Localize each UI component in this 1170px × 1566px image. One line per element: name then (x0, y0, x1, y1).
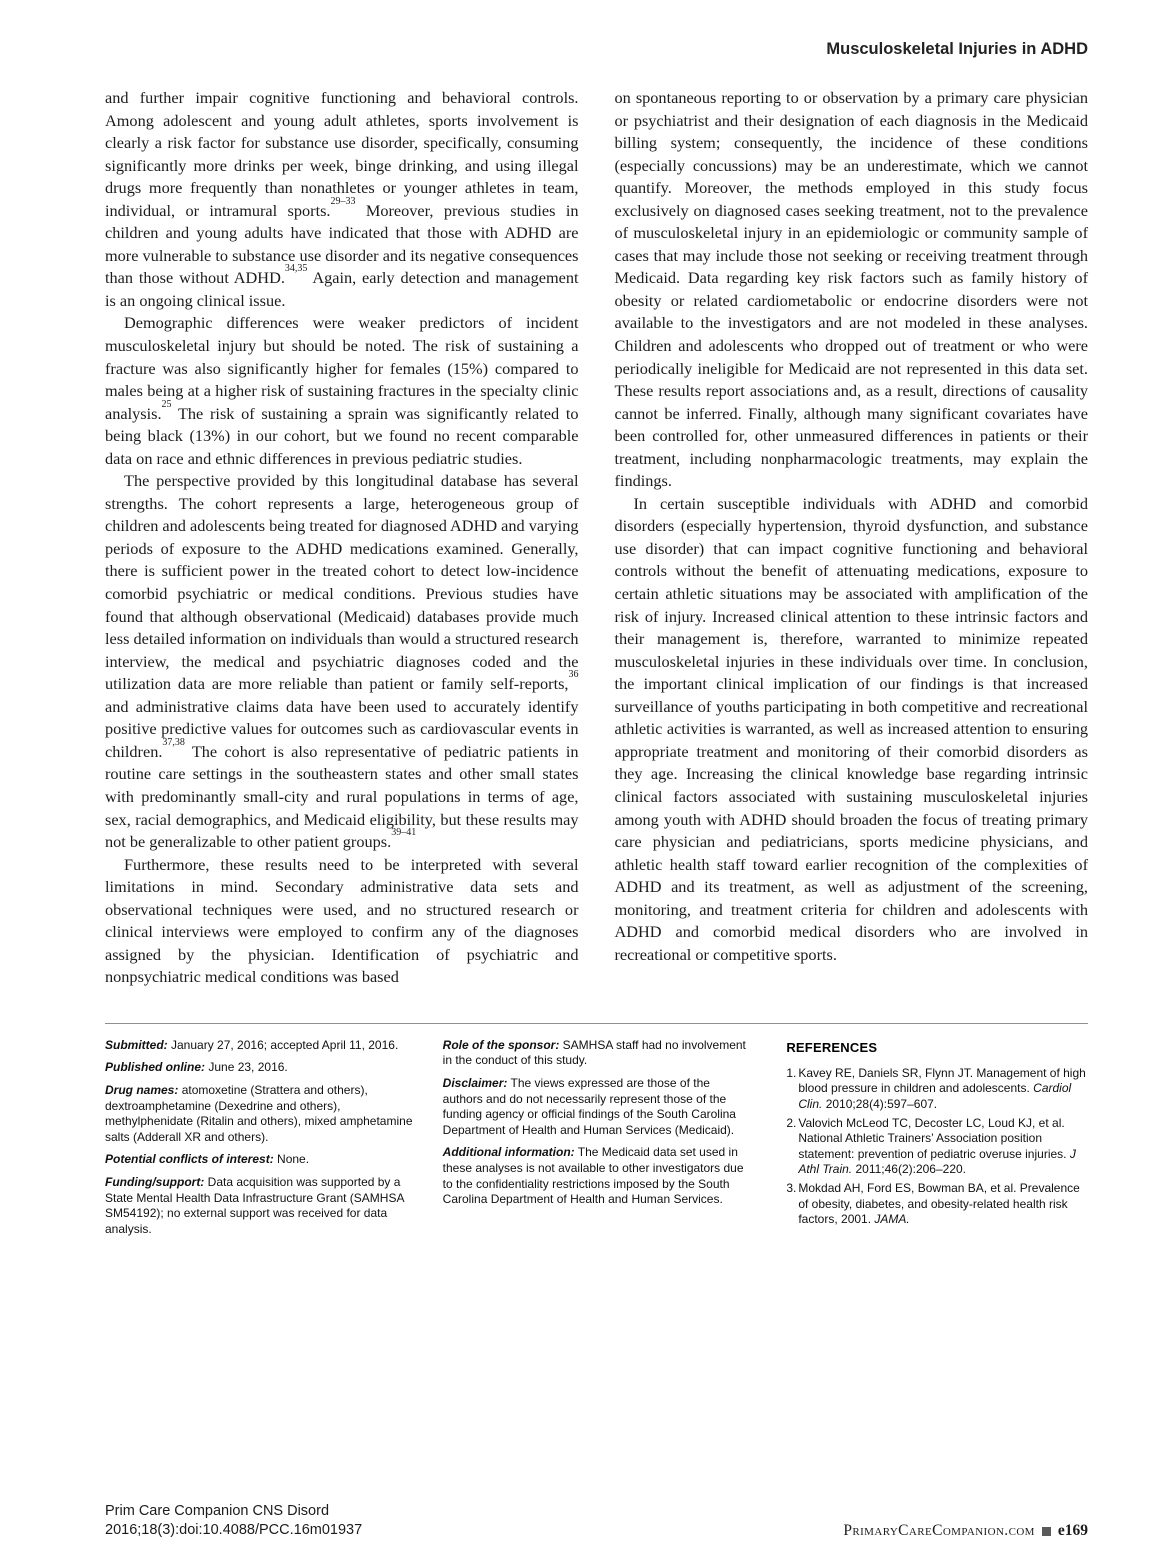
journal-name: Prim Care Companion CNS Disord (105, 1502, 330, 1519)
reference-item (780, 1066, 1088, 1113)
reference-text: Valovich McLeod TC, Decoster LC, Loud KJ, et al. National Athletic Trainers’ Association position statement: prevention of pediatric overuse injuries. J Athl Train. 2011;46(2):206–220. (798, 1115, 1076, 1177)
paragraph: on spontaneous reporting to or observation by a primary care physician or psychiatrist and their designation of each diagnosis in the Medicaid billing system; consequently, the incidence of these conditions (especially concussions) may be an underestimate, which we cannot quantify. Moreover, the methods employed in this study focus exclusively on diagnosed cases seeking treatment, not to the prevalence of musculoskeletal injury in an epidemiologic or community sample of cases that may include those not seeking or receiving treatment through Medicaid. Data regarding key risk factors such as family history of obesity or related cardiometabolic or endocrine disorders were not available to the investigators and are not modeled in these analyses. Children and adolescents who dropped out of treatment or who were periodically ineligible for Medicaid are not represented in this data set. These results report associations and, as a result, directions of causality cannot be inferred. Finally, although many significant covariates have been controlled for, other unmeasured differences in patients or their treatment, including nonpharmacologic treatments, may explain the findings. (614, 88, 1088, 491)
reference-item (780, 1181, 1088, 1228)
filled-square-icon (1042, 1527, 1051, 1536)
reference-number: 2. (786, 1115, 797, 1130)
page-footer (105, 1502, 1088, 1540)
footer-notes (105, 1038, 1088, 1245)
footnote-disclaimer: Disclaimer: The views expressed are those of the authors and do not necessarily represent those of the funding agency or official findings of the South Carolina Department of Health and Human Services (Medicaid). (442, 1076, 736, 1137)
body-columns (105, 87, 1088, 989)
footnote-funding: Funding/support: Data acquisition was supported by a State Mental Health Data Infrastructure Grant (SAMHSA SM54192); no external support was received for data analysis. (105, 1175, 404, 1236)
reference-item (780, 1116, 1088, 1178)
footnotes-divider (105, 1023, 1088, 1024)
reference-text: Kavey RE, Daniels SR, Flynn JT. Management of high blood pressure in children and adolescents. Cardiol Clin. 2010;28(4):597–607. (798, 1065, 1086, 1111)
footnote-submitted: Submitted: January 27, 2016; accepted April 11, 2016. (105, 1037, 399, 1052)
footnotes-column-1 (105, 1038, 413, 1245)
running-head: Musculoskeletal Injuries in ADHD (826, 40, 1088, 58)
journal-doi: 2016;18(3):doi:10.4088/PCC.16m01937 (105, 1521, 363, 1538)
paragraph: Demographic differences were weaker predictors of incident musculoskeletal injury but should be noted. The risk of sustaining a fracture was also significantly higher for females (15%) compared to males being at a higher risk of sustaining fractures in the specialty clinic analysis.$^{25}$ The risk of sustaining a sprain was significantly related to being black (13%) in our cohort, but we found no recent comparable data on race and ethnic differences in previous pediatric studies. (105, 313, 579, 468)
paragraph: In certain susceptible individuals with ADHD and comorbid disorders (especially hypertension, thyroid dysfunction, and substance use disorder) that can impact cognitive functioning and behavioral controls without the benefit of attenuating medications, exposure to certain athletic situations may be associated with amplification of the risk of injury. Increased clinical attention to these intrinsic factors and their management is, therefore, warranted to minimize repeated musculoskeletal injuries in these individuals over time. In conclusion, the important clinical implication of our findings is that increased surveillance of youths participating in both competitive and recreational athletic activities is warranted, as well as increased attention to ensuring appropriate treatment and monitoring of their comorbid disorders as they age. Increasing the clinical knowledge base regarding intrinsic clinical factors associated with sustaining musculoskeletal injuries among youth with ADHD should broaden the focus of treating primary care physician and pediatricians, sports medicine physicians, and athletic health staff toward earlier recognition of the complexities of ADHD and its treatment, as well as adjustment of the screening, monitoring, and treatment criteria for children and adolescents with ADHD and comorbid medical disorders who are involved in recreational or competitive sports. (614, 493, 1088, 964)
references-title: REFERENCES (786, 1039, 878, 1055)
footnote-conflicts: Potential conflicts of interest: None. (105, 1152, 310, 1167)
journal-site-block (843, 1522, 1088, 1540)
paragraph: The perspective provided by this longitudinal database has several strengths. The cohort represents a large, heterogeneous group of children and adolescents being treated for diagnosed ADHD and varying periods of exposure to the ADHD medications examined. Generally, there is sufficient power in the treated cohort to detect low-incidence comorbid psychiatric or medical conditions. Previous studies have found that although observational (Medicaid) databases provide much less detailed information on individuals than would a structured research interview, the medical and psychiatric diagnoses coded and the utilization data are more reliable than patient or family self-reports,$^{36}$ and administrative claims data have been used to accurately identify positive predictive values for outcomes such as cardiovascular events in children.$^{37,38}$ The cohort is also representative of pediatric patients in routine care settings in the southeastern states and other small states with predominantly small-city and rural populations in terms of age, sex, racial demographics, and Medicaid eligibility, but these results may not be generalizable to other patient groups.$^{39-41}$ (105, 471, 579, 852)
reference-number: 1. (786, 1065, 797, 1080)
right-column (615, 87, 1089, 989)
paragraph: and further impair cognitive functioning and behavioral controls. Among adolescent and young adult athletes, sports involvement is clearly a risk factor for substance use disorder, specifically, consuming significantly more drinks per week, binge drinking, and using illegal drugs more frequently than nonathletes or younger athletes in team, individual, or intramural sports.$^{29-33}$ Moreover, previous studies in children and young adults have indicated that those with ADHD are more vulnerable to substance use disorder and its negative consequences than those without ADHD.$^{34,35}$ Again, early detection and management is an ongoing clinical issue. (105, 88, 579, 310)
reference-number: 3. (786, 1180, 797, 1195)
reference-text: Mokdad AH, Ford ES, Bowman BA, et al. Prevalence of obesity, diabetes, and obesity-related health risk factors, 2001. JAMA. (798, 1180, 1080, 1227)
references-section (780, 1038, 1088, 1245)
paragraph: Furthermore, these results need to be interpreted with several limitations in mind. Secondary administrative data sets and observational techniques were used, and no structured research or clinical interviews were employed to confirm any of the diagnoses assigned by the physician. Identification of psychiatric and nonpsychiatric medical conditions was based (105, 854, 579, 987)
references-list (780, 1066, 1088, 1228)
left-column (105, 87, 579, 989)
page-number: e169 (1057, 1522, 1088, 1539)
journal-citation (105, 1502, 362, 1540)
footnotes-column-2 (443, 1038, 751, 1245)
footnote-published-online: Published online: June 23, 2016. (105, 1060, 288, 1075)
footnote-drug-names: Drug names: atomoxetine (Strattera and others), dextroamphetamine (Dexedrine and others), methylphenidate (Ritalin and others), mixed amphetamine salts (Adderall XR and others). (105, 1083, 413, 1144)
footnote-sponsor-role: Role of the sponsor: SAMHSA staff had no involvement in the conduct of this study. (442, 1037, 746, 1068)
journal-website: PrimaryCareCompanion.com (843, 1522, 1035, 1539)
footnote-additional-info: Additional information: The Medicaid data set used in these analyses is not available to other investigators due to the confidentiality restrictions imposed by the South Carolina Department of Health and Human Services. (442, 1145, 744, 1207)
